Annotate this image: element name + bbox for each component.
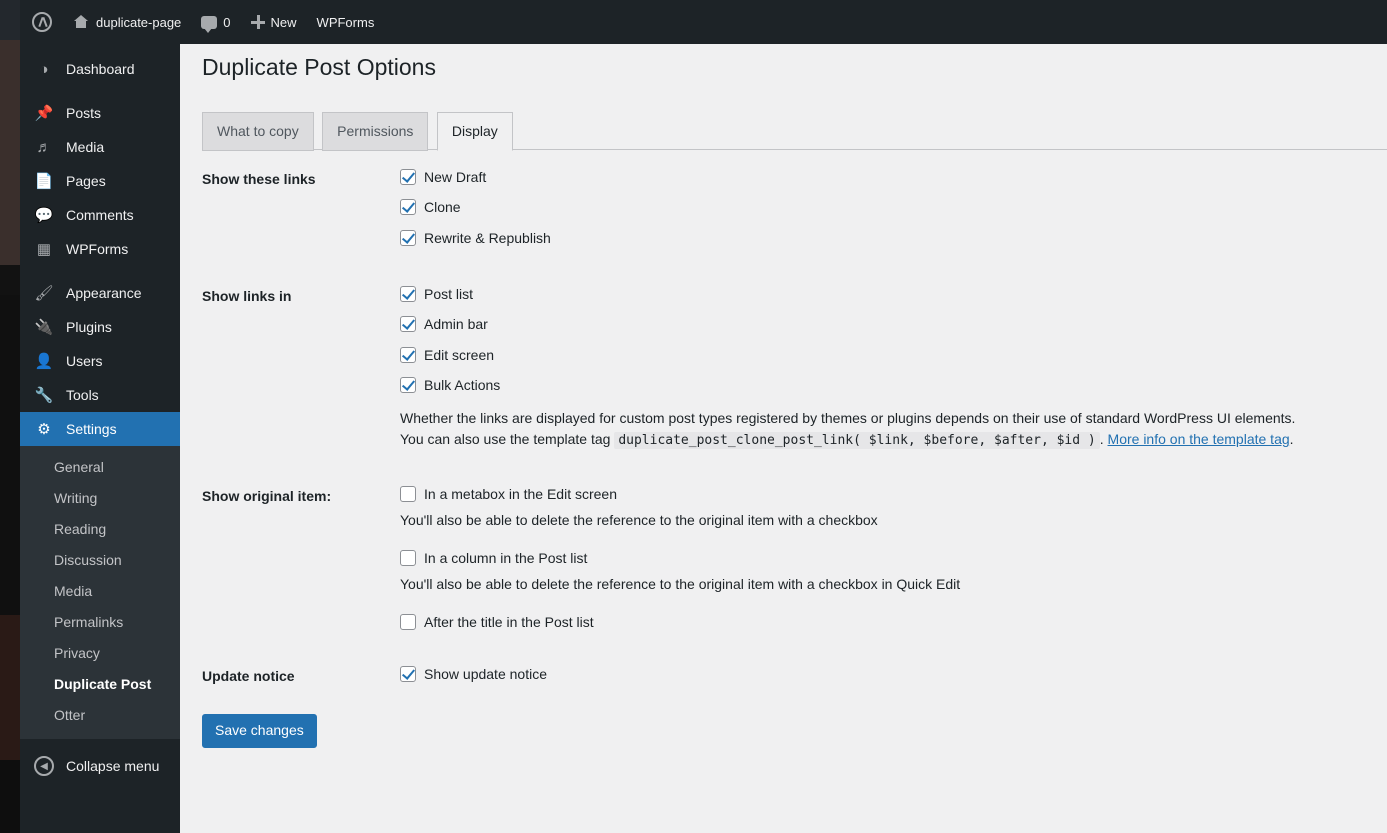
checkbox-rewrite-republish-input[interactable]	[400, 230, 416, 246]
comments-count: 0	[223, 14, 231, 30]
save-section	[180, 686, 1387, 748]
checkbox-rewrite-republish[interactable]	[400, 229, 1367, 249]
main-content	[180, 44, 1387, 833]
sidebar-separator	[20, 86, 180, 96]
sidebar-item-label: Posts	[66, 105, 102, 121]
page-title: Duplicate Post Options	[202, 54, 436, 80]
metabox-note: You'll also be able to delete the reference to the original item with a checkbox	[400, 512, 878, 529]
checkbox-label: Rewrite & Republish	[424, 230, 551, 247]
new-label: New	[270, 14, 297, 30]
checkbox-label: Bulk Actions	[424, 377, 501, 394]
settings-tabs	[202, 111, 1387, 150]
checkbox-bulk-actions-input[interactable]	[400, 377, 416, 393]
display-settings-form	[180, 150, 1387, 748]
checkbox-post-list[interactable]	[400, 285, 1367, 305]
template-tag-code: duplicate_post_clone_post_link( $link, $before, $after, $id )	[614, 432, 1099, 449]
left-edge-band	[0, 40, 20, 265]
checkbox-admin-bar[interactable]	[400, 315, 1367, 335]
row-show-original-item	[180, 467, 1387, 633]
left-edge-band	[0, 615, 20, 760]
wordpress-logo-icon	[32, 12, 52, 32]
sidebar-item-plugins[interactable]	[20, 310, 180, 344]
submenu-item-media[interactable]: Media	[54, 583, 93, 599]
column-note: You'll also be able to delete the reference to the original item with a checkbox in Quick Edit	[400, 576, 961, 593]
checkbox-bulk-actions[interactable]	[400, 376, 1367, 396]
checkbox-label: After the title in the Post list	[424, 613, 594, 630]
home-icon	[72, 14, 90, 30]
left-edge-band	[0, 0, 20, 40]
sidebar-item-media[interactable]	[20, 130, 180, 164]
browser-left-edge	[0, 0, 20, 833]
row-field	[400, 647, 1387, 687]
plus-icon	[251, 15, 265, 29]
sidebar-item-settings[interactable]	[20, 412, 180, 446]
sidebar-item-label: Tools	[66, 387, 99, 403]
checkbox-new-draft[interactable]	[400, 168, 1367, 188]
checkbox-after-title-post-list-input[interactable]	[400, 614, 416, 630]
sidebar-item-label: Plugins	[66, 319, 112, 335]
checkbox-clone[interactable]	[400, 198, 1367, 218]
site-name-menu[interactable]	[62, 0, 191, 44]
submenu-item-reading[interactable]: Reading	[54, 521, 107, 537]
sidebar-item-label: Pages	[66, 173, 106, 189]
checkbox-column-post-list-input[interactable]	[400, 550, 416, 566]
submenu-item-discussion[interactable]: Discussion	[54, 552, 122, 568]
settings-submenu	[20, 446, 180, 739]
checkbox-label: Clone	[424, 199, 461, 216]
comment-icon: 💬	[34, 206, 54, 224]
sidebar-item-users[interactable]	[20, 344, 180, 378]
new-content-menu[interactable]	[241, 0, 307, 44]
checkbox-show-update-notice[interactable]	[400, 665, 1367, 685]
wpforms-menu[interactable]	[307, 0, 385, 44]
checkbox-after-title-post-list[interactable]	[400, 613, 1367, 633]
tab-permissions[interactable]: Permissions	[322, 112, 428, 152]
description-line-1: Whether the links are displayed for custom post types registered by themes or plugins depends on their use of standard WordPress UI elements.	[400, 410, 1296, 427]
sidebar-item-wpforms[interactable]	[20, 232, 180, 266]
submenu-item-permalinks[interactable]: Permalinks	[54, 614, 124, 630]
pin-icon: 📌	[34, 104, 54, 122]
submenu-item-writing[interactable]: Writing	[54, 490, 98, 506]
sidebar-item-label: Dashboard	[66, 61, 135, 77]
sidebar-item-tools[interactable]	[20, 378, 180, 412]
checkbox-show-update-notice-input[interactable]	[400, 666, 416, 682]
tab-what-to-copy[interactable]: What to copy	[202, 112, 314, 152]
checkbox-edit-screen-input[interactable]	[400, 347, 416, 363]
site-name-label: duplicate-page	[96, 14, 182, 30]
submenu-item-duplicate-post[interactable]: Duplicate Post	[54, 676, 152, 692]
sidebar-item-label: Comments	[66, 207, 134, 223]
checkbox-label: Admin bar	[424, 316, 488, 333]
chevron-left-icon: ◀	[34, 756, 54, 776]
row-update-notice	[180, 647, 1387, 687]
checkbox-metabox-edit-screen-input[interactable]	[400, 486, 416, 502]
sidebar-item-dashboard[interactable]	[20, 52, 180, 86]
checkbox-clone-input[interactable]	[400, 199, 416, 215]
show-links-in-description	[400, 408, 1360, 451]
checkbox-label: In a metabox in the Edit screen	[424, 485, 617, 502]
wp-logo-menu[interactable]	[20, 0, 62, 44]
comment-bubble-icon	[201, 16, 217, 29]
template-tag-info-link[interactable]: More info on the template tag	[1107, 431, 1290, 448]
sidebar-item-label: WPForms	[66, 241, 129, 257]
left-edge-band	[0, 265, 20, 295]
settings-icon: ⚙	[37, 420, 51, 438]
left-edge-band	[0, 295, 20, 615]
sidebar-separator	[20, 266, 180, 276]
row-label: Show these links	[202, 170, 316, 187]
sidebar-item-comments[interactable]	[20, 198, 180, 232]
checkbox-edit-screen[interactable]	[400, 346, 1367, 366]
sidebar-item-posts[interactable]	[20, 96, 180, 130]
description-line-2-post: .	[1289, 431, 1294, 448]
submenu-item-general[interactable]: General	[54, 459, 104, 475]
brush-icon: 🖌	[34, 284, 54, 302]
comments-menu[interactable]	[191, 0, 240, 44]
sidebar-item-appearance[interactable]	[20, 276, 180, 310]
sidebar-item-label: Settings	[66, 421, 117, 437]
sidebar-item-label: Appearance	[66, 285, 142, 301]
sidebar-item-label: Users	[66, 353, 103, 369]
checkbox-new-draft-input[interactable]	[400, 169, 416, 185]
wpforms-icon: ▦	[36, 240, 52, 258]
row-field	[400, 150, 1387, 249]
save-changes-button[interactable]: Save changes	[202, 714, 317, 748]
admin-sidebar	[20, 44, 180, 833]
checkbox-label: Show update notice	[424, 665, 547, 682]
submenu-item-otter[interactable]: Otter	[54, 707, 86, 723]
row-show-these-links	[180, 150, 1387, 249]
collapse-menu-label: Collapse menu	[66, 758, 160, 774]
wrench-icon: 🔧	[34, 386, 54, 404]
checkbox-metabox-edit-screen[interactable]	[400, 485, 1367, 505]
users-icon: 👤	[34, 352, 54, 370]
row-label: Update notice	[202, 667, 295, 684]
row-field	[400, 467, 1387, 633]
submenu-item-privacy[interactable]: Privacy	[54, 645, 100, 661]
checkbox-post-list-input[interactable]	[400, 286, 416, 302]
checkbox-column-post-list[interactable]	[400, 549, 1367, 569]
row-field	[400, 267, 1387, 451]
row-show-links-in	[180, 267, 1387, 451]
page-icon: 📄	[34, 172, 54, 190]
row-label: Show original item:	[202, 487, 332, 504]
collapse-menu-button[interactable]	[20, 749, 180, 783]
left-edge-band	[0, 760, 20, 833]
media-icon: ♬	[36, 138, 52, 156]
plug-icon: 🔌	[34, 318, 54, 336]
checkbox-admin-bar-input[interactable]	[400, 316, 416, 332]
checkbox-label: Post list	[424, 285, 474, 302]
sidebar-item-label: Media	[66, 139, 105, 155]
dashboard-icon: ◑	[39, 60, 49, 78]
row-label: Show links in	[202, 287, 292, 304]
wpforms-label: WPForms	[316, 14, 375, 30]
checkbox-label: Edit screen	[424, 346, 495, 363]
sidebar-item-pages[interactable]	[20, 164, 180, 198]
description-line-2-pre: You can also use the template tag	[400, 431, 611, 448]
description-line-2-mid: .	[1099, 431, 1104, 448]
checkbox-label: In a column in the Post list	[424, 549, 588, 566]
checkbox-label: New Draft	[424, 168, 487, 185]
admin-bar	[20, 0, 1387, 44]
tab-display[interactable]: Display	[437, 112, 513, 152]
